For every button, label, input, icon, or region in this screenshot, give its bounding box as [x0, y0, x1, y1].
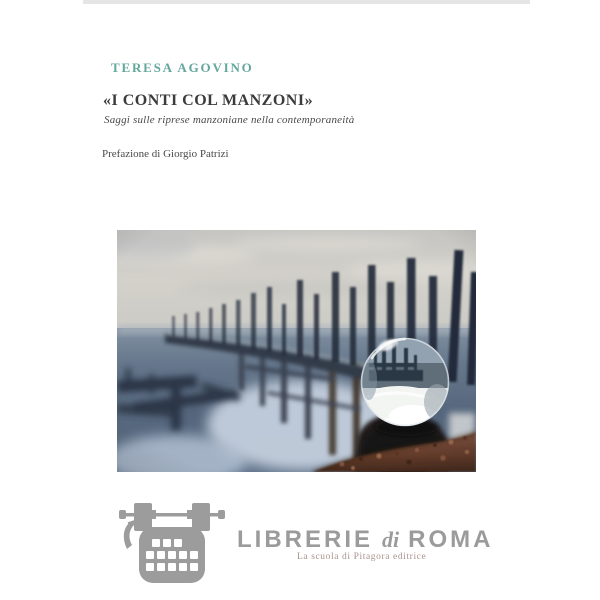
- brand-roma: ROMA: [408, 526, 494, 553]
- librerie-di-roma-watermark: [0, 488, 600, 600]
- vignette: [117, 230, 476, 472]
- typewriter-icon: [119, 499, 225, 587]
- publisher-name: La scuola di Pitagora editrice: [297, 552, 427, 562]
- book-title: «I CONTI COL MANZONI»: [103, 92, 314, 109]
- brand-librerie: LIBRERIE: [237, 526, 374, 553]
- top-edge-strip: [83, 0, 530, 4]
- preface-credit: Prefazione di Giorgio Patrizi: [102, 148, 229, 160]
- pier-crystal-ball-illustration: [117, 230, 476, 472]
- cover-photo: [117, 230, 476, 472]
- brand-di: di: [382, 527, 400, 552]
- brand-wordmark: [237, 526, 493, 554]
- author-name: TERESA AGOVINO: [111, 60, 254, 75]
- book-subtitle: Saggi sulle riprese manzoniane nella contemporaneità: [104, 114, 355, 126]
